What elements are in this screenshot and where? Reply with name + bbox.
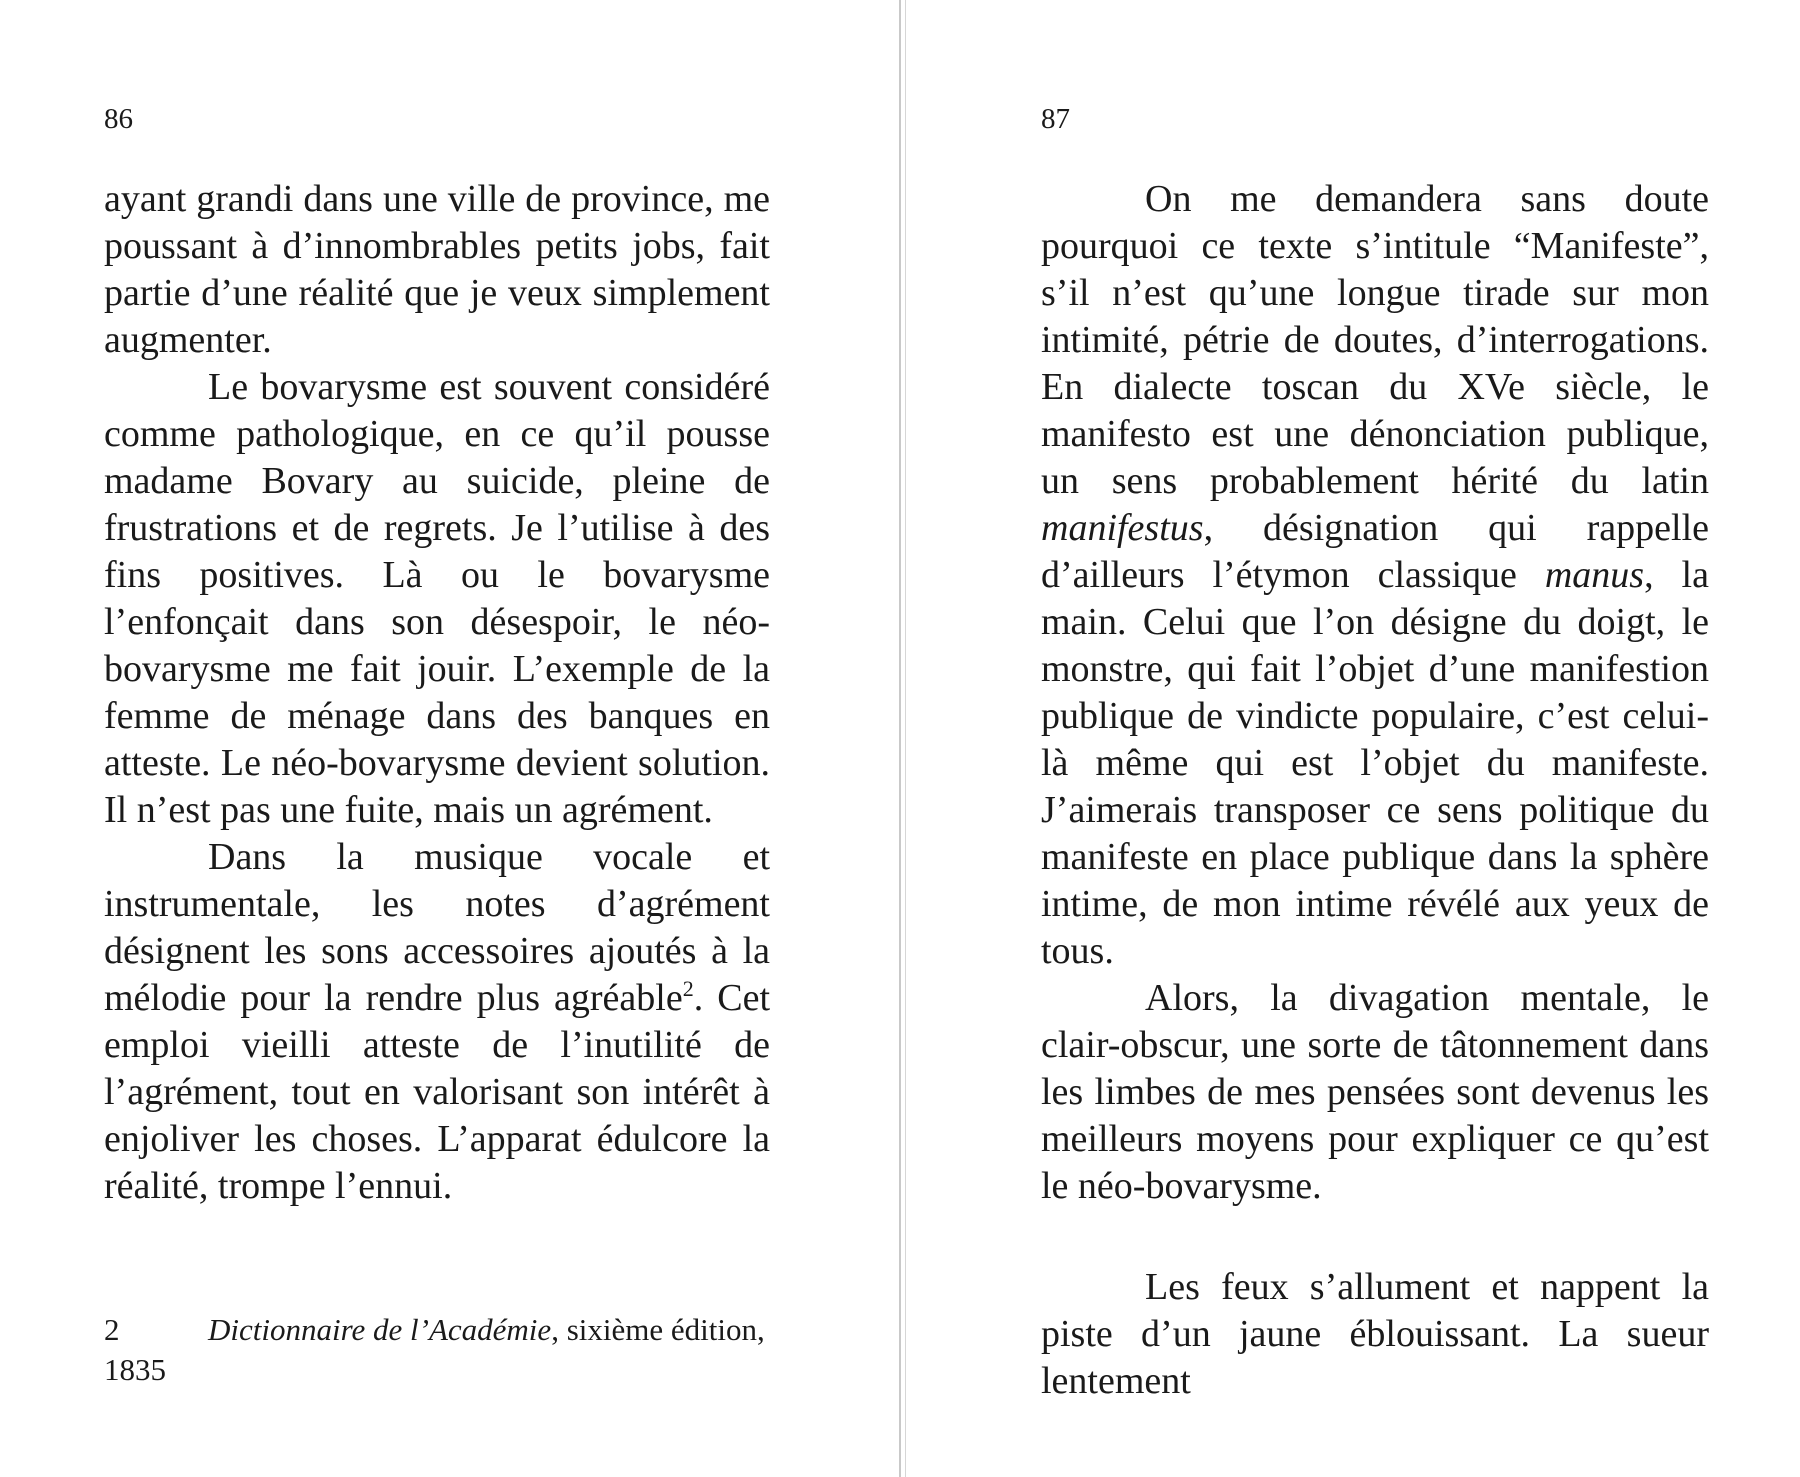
paragraph-text: , désignation qui rappelle d’ailleurs l’étymon classique [1041,507,1709,596]
footnote-text: , sixième édition, 1835 [104,1312,765,1387]
section-start [1041,1264,1709,1405]
right-page [906,0,1800,1477]
paragraph: Les feux s’allument et nappent la piste d’un jaune éblouissant. La sueur lentement [1041,1266,1709,1402]
paragraph [1041,176,1709,975]
footnote-title: Dictionnaire de l’Académie [208,1312,552,1347]
footnote-reference[interactable]: 2 [682,976,694,1001]
paragraph: ayant grandi dans une ville de province, me poussant à d’innombrables petits jobs, fait partie d’une réalité que je veux simplement augmenter. [104,178,770,361]
paragraph [104,834,770,1210]
italic-term: manus [1544,554,1645,596]
page-number: 87 [1041,103,1070,135]
paragraph-text: , la main. Celui que l’on désigne du doigt, le monstre, qui fait l’objet d’une manifestion publique de vindicte populaire, c’est celui-là même qui est l’objet du manifeste. J’aimerais transposer ce sens politique du manifeste en place publique dans la sphère intime, de mon intime révélé aux yeux de tous. [1041,554,1709,972]
page-number: 86 [104,103,133,135]
italic-term: manifestus [1041,507,1204,549]
left-page [0,0,899,1477]
paragraph-text: . Cet emploi vieilli atteste de l’inutilité de l’agrément, tout en valorisant son intérêt à enjoliver les choses. L’apparat édulcore la réalité, trompe l’ennui. [104,977,771,1207]
book-gutter [899,0,906,1477]
body-text [1041,176,1709,1210]
body-text [104,176,770,1210]
paragraph: Alors, la divagation mentale, le clair-obscur, une sorte de tâtonnement dans les limbes de mes pensées sont devenus les meilleurs moyens pour expliquer ce qu’est le néo-bovarysme. [1041,977,1709,1207]
footnote-number: 2 [104,1312,120,1347]
footnote [104,1310,774,1390]
paragraph-text: Dans la musique vocale et instrumentale, les notes d’agrément désignent les sons accessoires ajoutés à la mélodie pour la rendre plus agréable [104,836,770,1019]
paragraph: Le bovarysme est souvent considéré comme pathologique, en ce qu’il pousse madame Bovary au suicide, pleine de frustrations et de regrets. Je l’utilise à des fins positives. Là ou le bovarysme l’enfonçait dans son désespoir, le néo-bovarysme me fait jouir. L’exemple de la femme de ménage dans des banques en atteste. Le néo-bovarysme devient solution. Il n’est pas une fuite, mais un agrément. [104,366,770,831]
paragraph-text: On me demandera sans doute pourquoi ce texte s’intitule “Manifeste”, s’il n’est qu’une longue tirade sur mon intimité, pétrie de doutes, d’interrogations. En dialecte toscan du XVe siècle, le manifesto est une dénonciation publique, un sens probablement hérité du latin [1041,178,1709,502]
